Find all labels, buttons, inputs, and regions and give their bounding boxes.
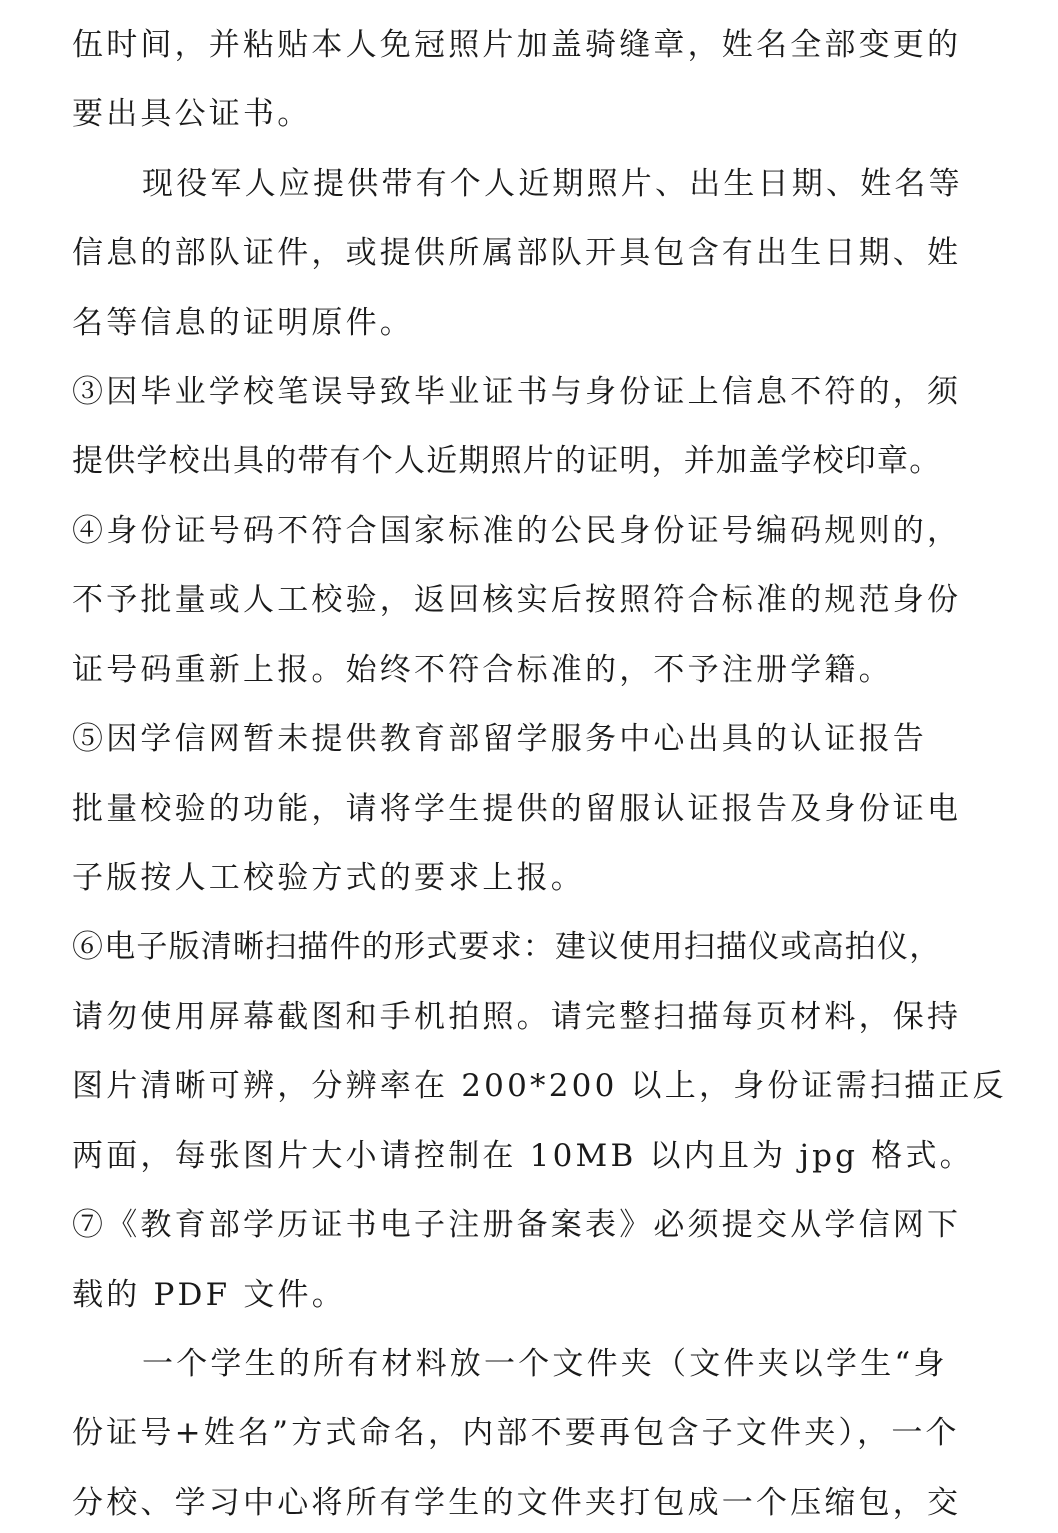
- text-line: 要出具公证书。: [72, 96, 312, 132]
- text-line: 请勿使用屏幕截图和手机拍照。请完整扫描每页材料，保持: [72, 999, 962, 1035]
- text-line: 批量校验的功能，请将学生提供的留服认证报告及身份证电: [72, 791, 962, 827]
- text-line: 不予批量或人工校验，返回核实后按照符合标准的规范身份: [72, 582, 962, 618]
- text-line: 伍时间，并粘贴本人免冠照片加盖骑缝章，姓名全部变更的: [72, 27, 962, 63]
- paragraph-start-line: 现役军人应提供带有个人近期照片、出生日期、姓名等: [142, 166, 963, 202]
- text-line: 两面，每张图片大小请控制在 10MB 以内且为 jpg 格式。: [72, 1138, 974, 1174]
- text-line: 份证号+姓名”方式命名，内部不要再包含子文件夹），一个: [72, 1415, 960, 1451]
- list-item-5-line: ⑤因学信网暂未提供教育部留学服务中心出具的认证报告: [72, 721, 927, 757]
- paragraph-start-line: 一个学生的所有材料放一个文件夹（文件夹以学生“身: [142, 1346, 948, 1382]
- text-line: 图片清晰可辨，分辨率在 200*200 以上，身份证需扫描正反: [72, 1068, 1007, 1104]
- text-line: 分校、学习中心将所有学生的文件夹打包成一个压缩包，交: [72, 1485, 962, 1521]
- text-line: 子版按人工校验方式的要求上报。: [72, 860, 585, 896]
- text-line: 载的 PDF 文件。: [72, 1277, 346, 1313]
- text-line: 信息的部队证件，或提供所属部队开具包含有出生日期、姓: [72, 235, 962, 271]
- list-item-7-line: ⑦《教育部学历证书电子注册备案表》必须提交从学信网下: [72, 1207, 962, 1243]
- list-item-4-line: ④身份证号码不符合国家标准的公民身份证号编码规则的，: [72, 513, 962, 549]
- text-line: 提供学校出具的带有个人近期照片的证明，并加盖学校印章。: [72, 443, 942, 479]
- list-item-6-line: ⑥电子版清晰扫描件的形式要求：建议使用扫描仪或高拍仪，: [72, 929, 942, 965]
- text-line: 证号码重新上报。始终不符合标准的，不予注册学籍。: [72, 652, 893, 688]
- text-line: 名等信息的证明原件。: [72, 305, 414, 341]
- list-item-3-line: ③因毕业学校笔误导致毕业证书与身份证上信息不符的，须: [72, 374, 962, 410]
